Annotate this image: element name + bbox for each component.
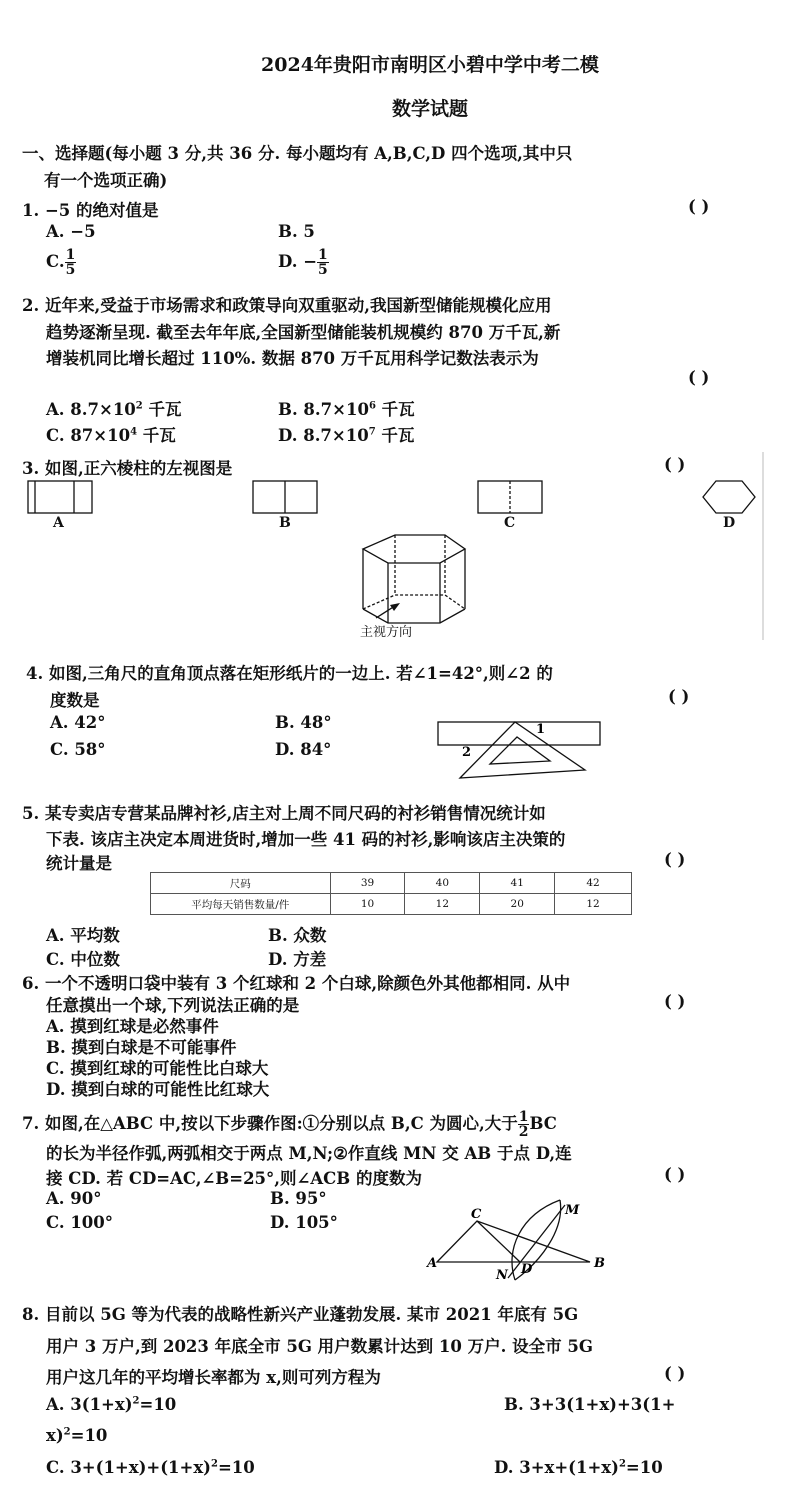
section-heading-cont: 有一个选项正确): [44, 171, 168, 190]
q3-view-direction-caption: 主视方向: [360, 625, 413, 640]
q6-option-c: C. 摸到红球的可能性比白球大: [46, 1059, 269, 1078]
q7-point-c: C: [471, 1207, 482, 1222]
table-cell: 39: [330, 873, 405, 894]
q2-option-a: A. $8.7\times 10^2$ 千瓦: [46, 400, 182, 419]
q6-option-a: A. 摸到红球是必然事件: [46, 1017, 219, 1036]
section-heading: 一、选择题(每小题 3 分,共 36 分. 每小题均有 A,B,C,D 四个选项,其中只: [22, 144, 573, 163]
q3-label-a: A: [53, 515, 64, 531]
q8-answer-blank: ( ): [664, 1364, 686, 1383]
q1-option-d: D. − $\frac{1}{5}$: [278, 247, 328, 278]
q7-point-d: D: [521, 1262, 533, 1277]
q5-option-b: B. 众数: [268, 926, 327, 945]
table-cell: 尺码: [151, 873, 331, 894]
table-cell: 12: [555, 894, 632, 915]
exam-title: 2024年贵阳市南明区小碧中学中考二模: [261, 54, 599, 76]
table-cell: 40: [405, 873, 480, 894]
q4-stem-line2: 度数是: [50, 691, 100, 710]
q2-option-b: B. $8.7\times 10^6$ 千瓦: [278, 400, 415, 419]
q8-option-c: C. $3+(1+x)+(1+x)^2=10$: [46, 1458, 255, 1477]
q2-option-d: D. $8.7\times 10^7$ 千瓦: [278, 426, 415, 445]
table-cell: 12: [405, 894, 480, 915]
q6-option-d: D. 摸到白球的可能性比红球大: [46, 1080, 270, 1099]
q1-answer-blank: ( ): [688, 197, 710, 216]
q7-option-b: B. 95°: [270, 1189, 327, 1208]
q8-stem-line2: 用户 3 万户,到 2023 年底全市 5G 用户数累计达到 10 万户. 设全市 5G: [46, 1337, 593, 1356]
table-cell: 10: [330, 894, 405, 915]
q3-label-c: C: [504, 515, 516, 531]
q7-point-m: M: [565, 1203, 580, 1218]
q5-option-a: A. 平均数: [46, 926, 120, 945]
q4-angle-2: 2: [462, 745, 472, 760]
q1-option-a: A. −5: [46, 222, 96, 241]
q2-stem-line3: 增装机同比增长超过 110%. 数据 870 万千瓦用科学记数法表示为: [46, 349, 539, 368]
q8-stem-line3: 用户这几年的平均增长率都为 x,则可列方程为: [46, 1368, 381, 1387]
q7-point-n: N: [496, 1268, 508, 1283]
q6-stem-line1: 6. 一个不透明口袋中装有 3 个红球和 2 个白球,除颜色外其他都相同. 从中: [22, 974, 571, 993]
q3-label-b: B: [279, 515, 291, 531]
q1-stem: 1. −5 的绝对值是: [22, 201, 159, 220]
q4-option-c: C. 58°: [50, 740, 106, 759]
q4-option-d: D. 84°: [275, 740, 332, 759]
q3-label-d: D: [723, 515, 736, 531]
q4-answer-blank: ( ): [668, 687, 690, 706]
q2-stem-line1: 2. 近年来,受益于市场需求和政策导向双重驱动,我国新型储能规模化应用: [22, 296, 552, 315]
q8-option-b-cont: x)$^2$=10: [46, 1426, 108, 1445]
q4-option-b: B. 48°: [275, 713, 332, 732]
q7-stem-line3: 接 CD. 若 CD=AC,∠B=25°,则∠ACB 的度数为: [46, 1169, 422, 1188]
table-cell: 41: [480, 873, 555, 894]
q8-stem-line1: 8. 目前以 5G 等为代表的战略性新兴产业蓬勃发展. 某市 2021 年底有 5G: [22, 1305, 579, 1324]
q6-option-b: B. 摸到白球是不可能事件: [46, 1038, 237, 1057]
q4-angle-1: 1: [536, 722, 546, 737]
q5-answer-blank: ( ): [664, 850, 686, 869]
q1-option-b: B. 5: [278, 222, 315, 241]
q7-point-b: B: [594, 1256, 605, 1271]
q5-option-c: C. 中位数: [46, 950, 120, 969]
q2-answer-blank: ( ): [688, 368, 710, 387]
q1-option-c: C. $\frac{1}{5}$: [46, 247, 76, 278]
q7-point-a: A: [427, 1256, 438, 1271]
q5-stem-line2: 下表. 该店主决定本周进货时,增加一些 41 码的衬衫,影响该店主决策的: [46, 830, 566, 849]
q5-stem-line1: 5. 某专卖店专营某品牌衬衫,店主对上周不同尺码的衬衫销售情况统计如: [22, 804, 546, 823]
q7-stem-line1: 7. 如图,在△ABC 中,按以下步骤作图:①分别以点 B,C 为圆心,大于 $\frac{1}{2}$ BC: [22, 1109, 557, 1140]
table-cell: 平均每天销售数量/件: [151, 894, 331, 915]
q7-line-mn: [508, 1205, 565, 1278]
q7-option-a: A. 90°: [46, 1189, 102, 1208]
q7-option-d: D. 105°: [270, 1213, 338, 1232]
q8-option-d: D. $3+x+(1+x)^2=10$: [494, 1458, 663, 1477]
exam-subtitle: 数学试题: [391, 98, 468, 120]
table-cell: 20: [480, 894, 555, 915]
q8-option-a: A. $3(1+x)^2=10$: [46, 1395, 177, 1414]
q5-option-d: D. 方差: [268, 950, 327, 969]
q2-option-c: C. $87\times 10^4$ 千瓦: [46, 426, 176, 445]
q8-option-b: B. 3+3(1+x)+3(1+: [504, 1395, 676, 1414]
q2-stem-line2: 趋势逐渐呈现. 截至去年年底,全国新型储能装机规模约 870 万千瓦,新: [46, 323, 561, 342]
q4-option-a: A. 42°: [50, 713, 106, 732]
q7-answer-blank: ( ): [664, 1165, 686, 1184]
q7-option-c: C. 100°: [46, 1213, 114, 1232]
q6-stem-line2: 任意摸出一个球,下列说法正确的是: [46, 996, 300, 1015]
table-cell: 42: [555, 873, 632, 894]
q7-stem-line2: 的长为半径作弧,两弧相交于两点 M,N;②作直线 MN 交 AB 于点 D,连: [46, 1144, 572, 1163]
q3-answer-blank: ( ): [664, 455, 686, 474]
q6-answer-blank: ( ): [664, 992, 686, 1011]
q5-stem-line3: 统计量是: [46, 854, 112, 873]
q3-stem: 3. 如图,正六棱柱的左视图是: [22, 459, 233, 478]
q4-stem-line1: 4. 如图,三角尺的直角顶点落在矩形纸片的一边上. 若∠1=42°,则∠2 的: [26, 664, 553, 683]
